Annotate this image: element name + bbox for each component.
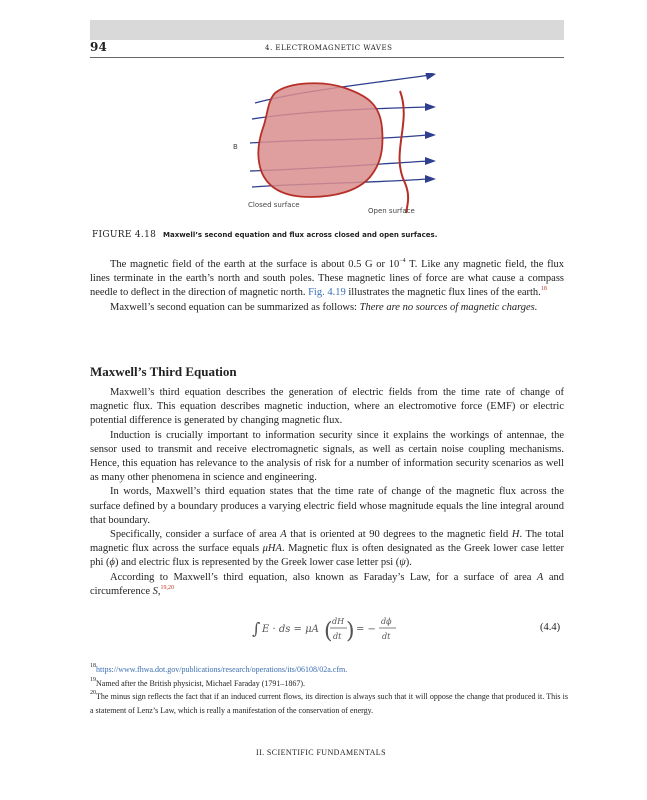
paragraph-specifically: Specifically, consider a surface of area A that is oriented at 90 degrees to the magnetic field H. The total magnetic flux across the surface equals μHA. Magnetic flux is often designated as the Greek lower case letter phi (ϕ) and electric flux is represented by the Greek lower case letter psi (ψ). [90, 529, 564, 569]
svg-text:): ) [346, 619, 355, 644]
open-surface-label: Open surface [368, 207, 415, 215]
footnote-18: $^{18}$https://www.fhwa.dot.gov/publications/research/operations/its/06108/02a.cfm. [90, 663, 348, 674]
section-heading: Maxwell’s Third Equation [90, 364, 237, 379]
page-number: 94 [90, 40, 108, 54]
equation-dt: dt [333, 632, 342, 641]
paragraph-second-equation: Maxwell’s second equation can be summarized as follows: There are no sources of magnetic charges. [110, 301, 538, 313]
paragraph-faraday: According to Maxwell’s third equation, also known as Faraday’s Law, for a surface of area A and circumference S,$^{19,20}$ [90, 571, 564, 597]
footnote-18-link[interactable]: https://www.fhwa.dot.gov/publications/research/operations/its/06108/02a.cfm. [96, 665, 348, 674]
open-surface-line [400, 91, 409, 213]
paragraph-induction: Induction is crucially important to information security since it explains the workings of antennae, the sensor used to transmit and receive electromagnetic signals, as well as certain noise coupling mechanisms. Hence, this equation has relevance to the analysis of risk for a number of information security scenarios as well as many other phenomena in science and engineering. [90, 429, 564, 484]
field-b-label: B [233, 143, 238, 151]
equation-lhs: E · ds = μA [262, 624, 319, 635]
equation-number: (4.4) [540, 622, 561, 633]
equation-graphic [250, 612, 410, 644]
integral-sign: ∫ [252, 619, 261, 638]
caption-text: Maxwell’s second equation and flux across closed and open surfaces. [163, 231, 438, 239]
caption-number: FIGURE 4.18 [92, 230, 157, 240]
body-block-1 [90, 258, 564, 315]
body-block-2 [90, 386, 564, 599]
paragraph-third-equation: Maxwell’s third equation describes the generation of electric fields from the time rate of change of magnetic flux. This equation describes magnetic induction, where an electromotive force (EMF) or electric potential difference is generated by changing magnetic flux. [90, 387, 564, 427]
paragraph-earth-field: The magnetic field of the earth at the surface is about 0.5 G or $10^{-4}$ T. Like any magnetic field, the flux lines terminate in the earth’s north and south poles. These magnetic lines of force are what cause a compass needle to deflect in the direction of magnetic north. Fig. 4.19 illustrates the magnetic flux lines of the earth.$^{18}$ [90, 258, 564, 299]
fig-4-19-link[interactable]: Fig. 4.19 [308, 287, 346, 299]
equation-dh: dH [332, 617, 345, 626]
footnote-ref-19-20[interactable]: 19,20 [160, 584, 175, 591]
paragraph-in-words: In words, Maxwell’s third equation states that the time rate of change of the magnetic flux across the surface defined by a boundary produces a varying electric field whose magnitude equals the line integral around that boundary. [90, 486, 564, 526]
figure-caption [92, 230, 572, 240]
figure-maxwell-second [230, 73, 440, 223]
footnote-19: $^{19}$Named after the British physicist, Michael Faraday (1791–1867). [90, 676, 306, 688]
svg-text:(: ( [324, 619, 333, 644]
footnote-ref-18[interactable]: 18 [540, 286, 547, 293]
header-rule [90, 57, 564, 58]
closed-surface-shape [258, 83, 382, 197]
running-head: 4. ELECTROMAGNETIC WAVES [265, 44, 393, 52]
header-bar [90, 20, 564, 40]
equation-dt2: dt [382, 632, 391, 641]
page-footer: II. SCIENTIFIC FUNDAMENTALS [256, 748, 386, 757]
equation-eq: = − [356, 624, 376, 635]
footnote-20: $^{20}$The minus sign reflects the fact that if an induced current flows, its direction is always such that it will oppose the change that produced it. This is a statement of Lenz’s Law, which is really a manifestation of the conservation of energy. [90, 690, 568, 715]
footnotes [90, 663, 568, 717]
closed-surface-label: Closed surface [248, 201, 300, 209]
equation-4-4 [250, 612, 410, 644]
equation-dphi: dϕ [381, 617, 392, 626]
arrowheads [425, 73, 436, 183]
